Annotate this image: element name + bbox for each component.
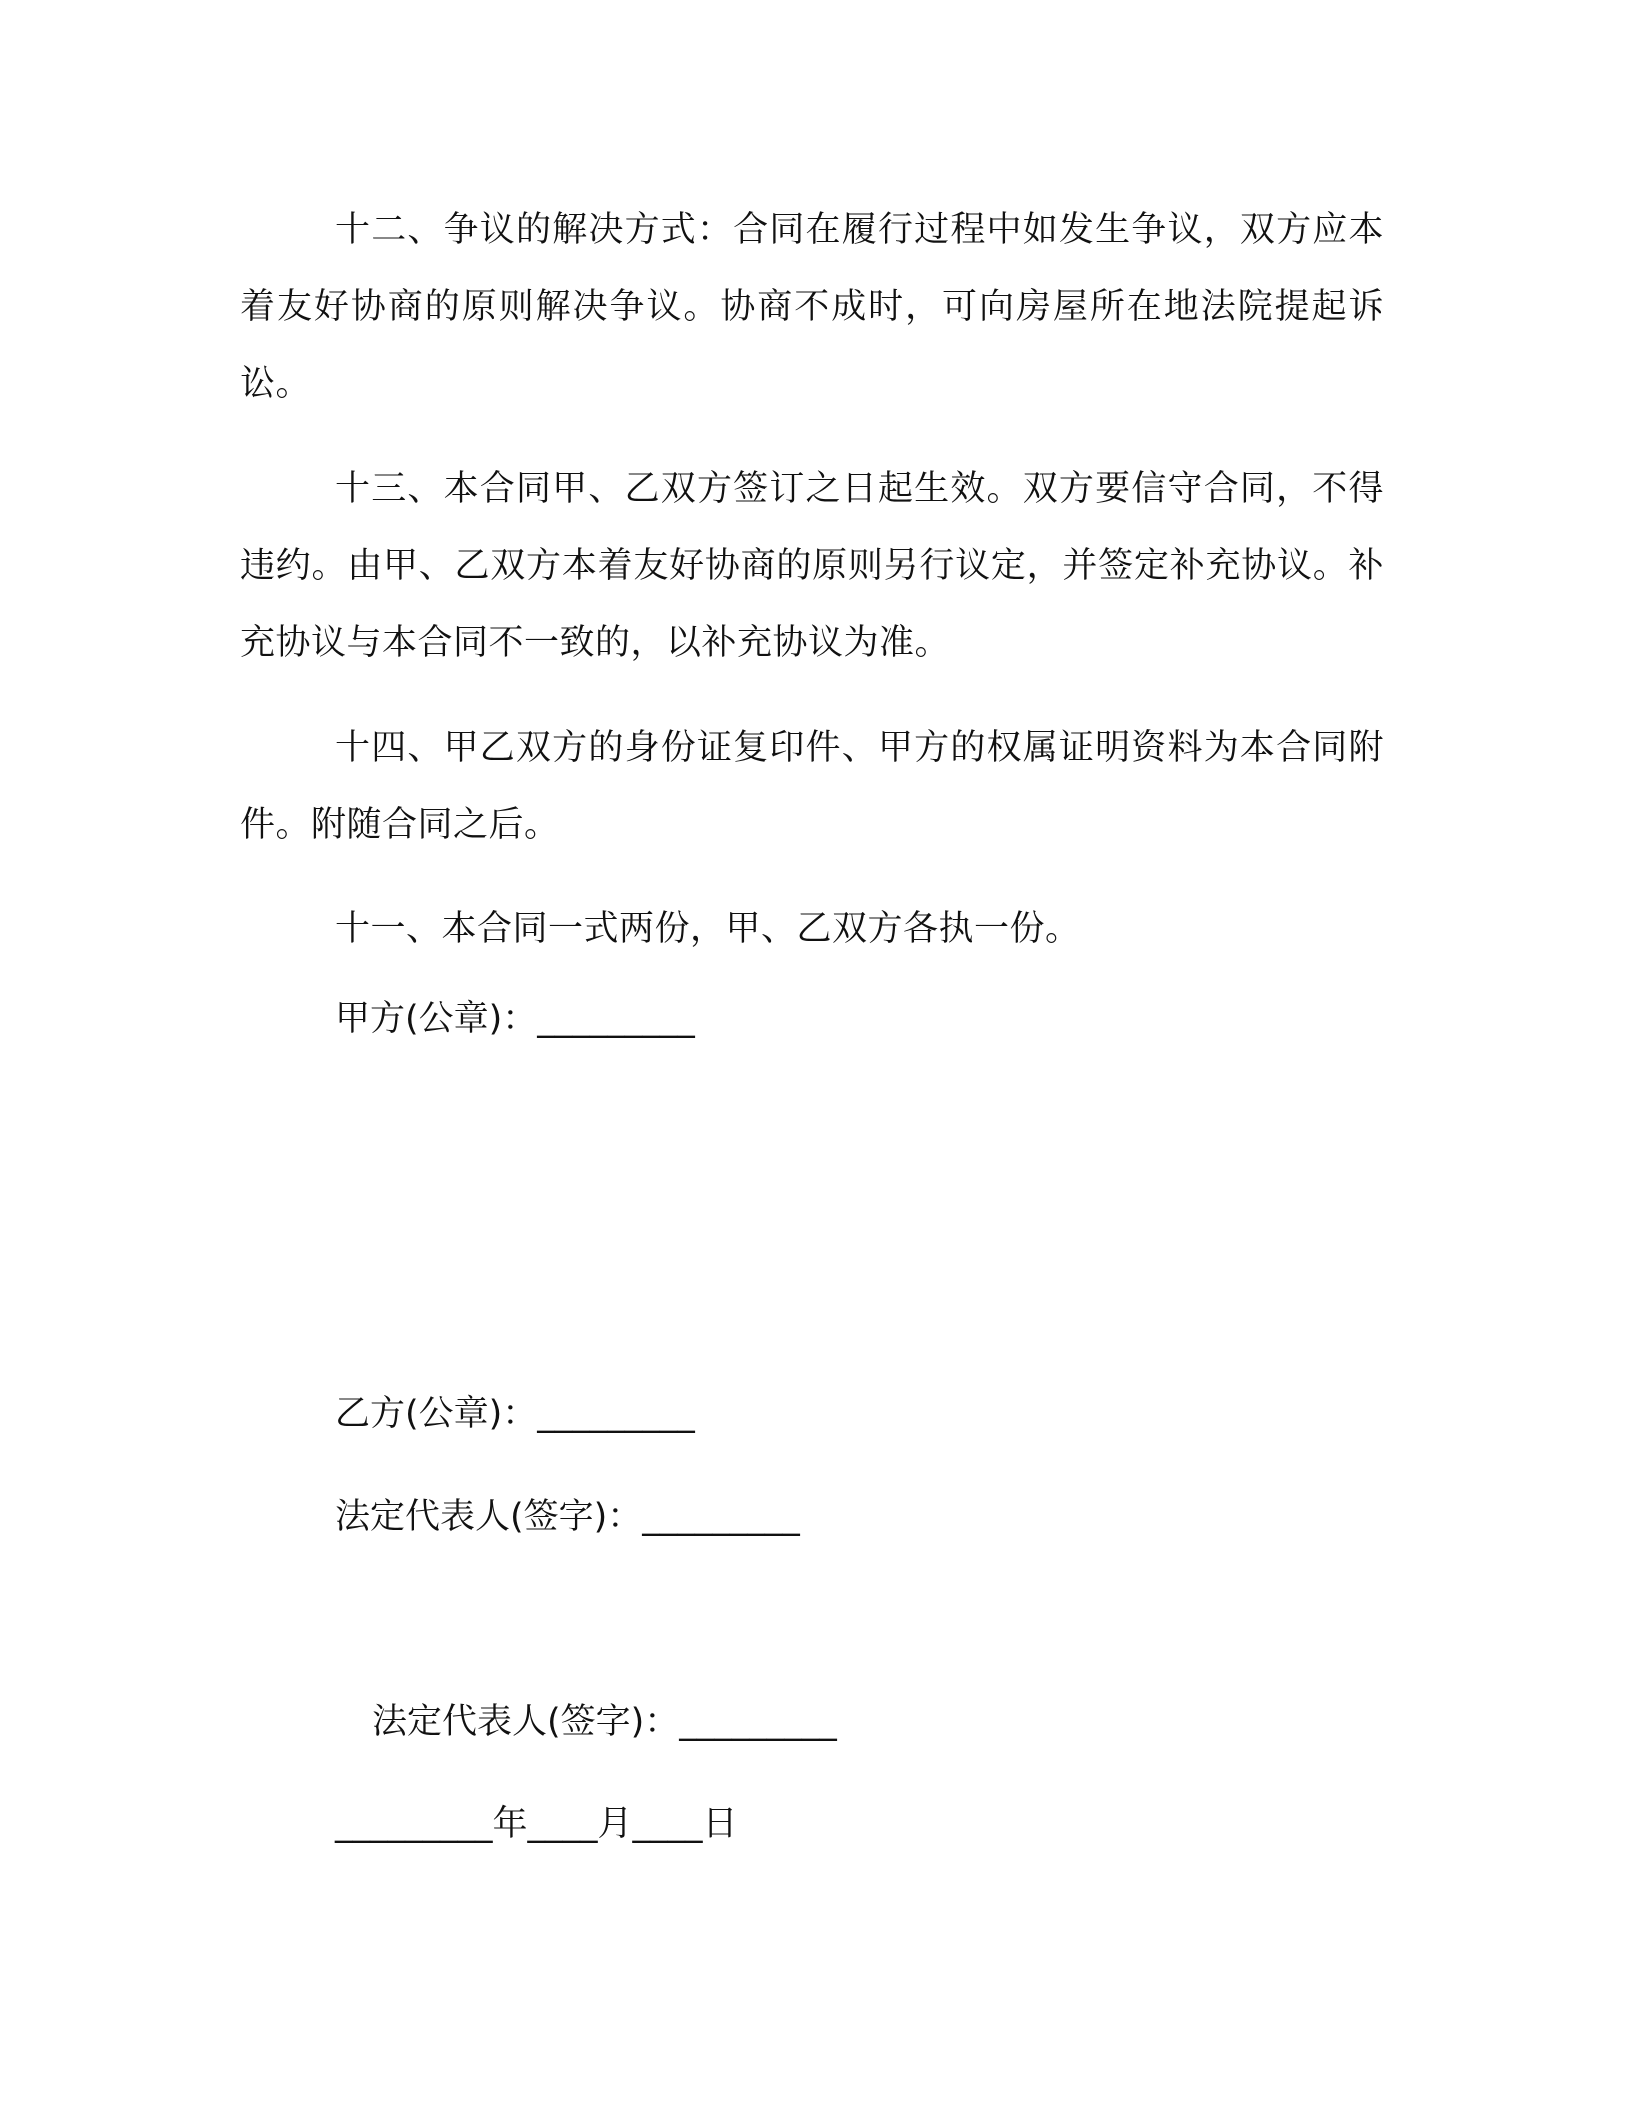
clause-11: 十一、本合同一式两份，甲、乙双方各执一份。 bbox=[335, 909, 1081, 949]
clause-13: 十三、本合同甲、乙双方签订之日起生效。双方要信守合同，不得违约。由甲、乙双方本着友好协商的原则另行议定，并签定补充协议。补充协议与本合同不一致的，以补充协议为准。 bbox=[240, 469, 1384, 663]
clause-12: 十二、争议的解决方式：合同在履行过程中如发生争议，双方应本着友好协商的原则解决争议。协商不成时，可向房屋所在地法院提起诉讼。 bbox=[240, 210, 1384, 404]
party-a-seal-line: 甲方(公章)：_________ bbox=[335, 999, 695, 1039]
party-b-seal-line: 乙方(公章)：_________ bbox=[335, 1394, 695, 1434]
legal-rep-signature-line-2: 法定代表人(签字)：_________ bbox=[372, 1702, 837, 1742]
clause-14: 十四、甲乙双方的身份证复印件、甲方的权属证明资料为本合同附件。附随合同之后。 bbox=[240, 728, 1384, 845]
date-line: _________年____月____日 bbox=[335, 1804, 738, 1844]
legal-rep-signature-line: 法定代表人(签字)：_________ bbox=[335, 1497, 800, 1537]
